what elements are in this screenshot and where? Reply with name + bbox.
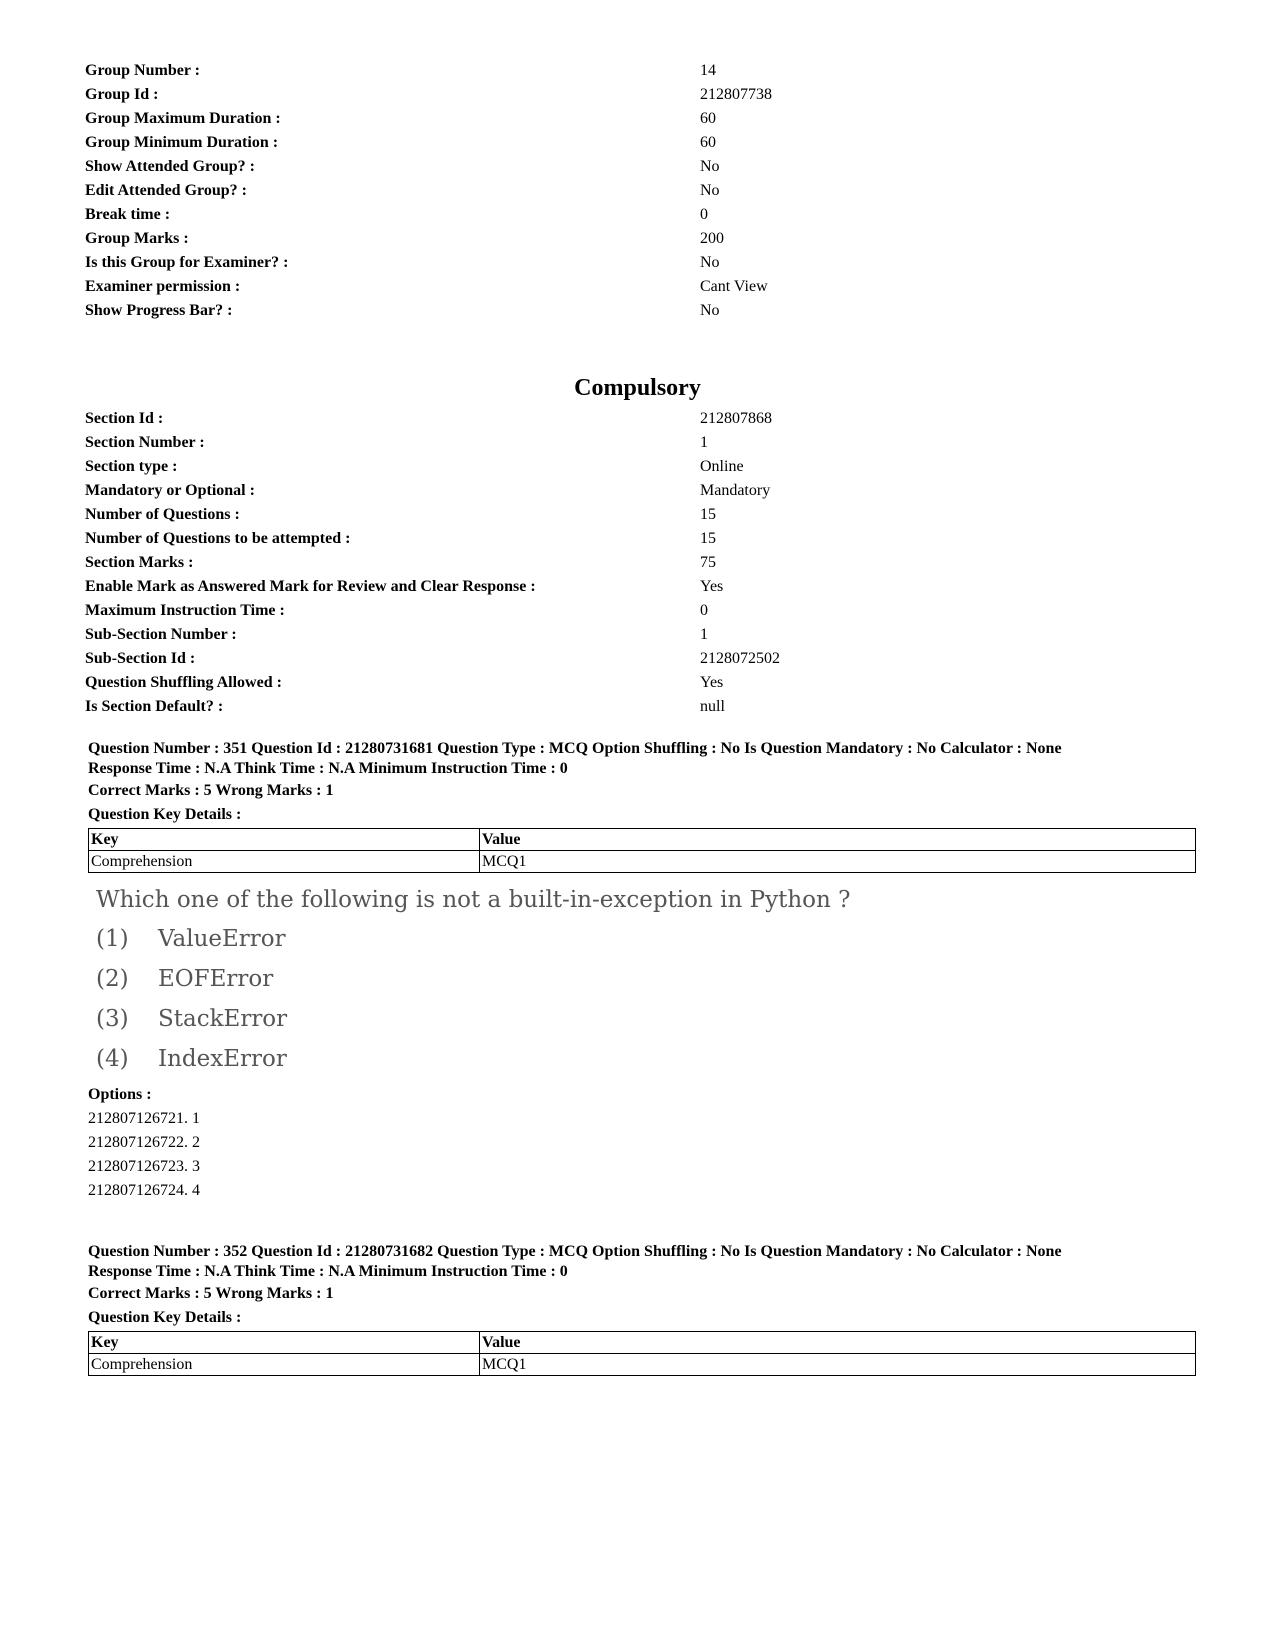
- key-table-header-row: [89, 1332, 1196, 1354]
- field-label: Examiner permission :: [85, 278, 241, 295]
- section-row: [85, 599, 805, 623]
- section-row: [85, 407, 805, 431]
- key-table-row: [89, 1354, 1196, 1376]
- question-timing: Response Time : N.A Think Time : N.A Minimum Instruction Time : 0: [88, 1263, 568, 1280]
- question-choice: [96, 919, 1198, 959]
- value-cell: MCQ1: [480, 1354, 1196, 1376]
- group-row: [85, 179, 805, 203]
- question-choice: [96, 999, 1198, 1039]
- field-label: Edit Attended Group? :: [85, 182, 247, 199]
- key-table-row: [89, 851, 1196, 873]
- field-value: Cant View: [700, 278, 768, 295]
- option-id: 212807126723. 3: [88, 1158, 200, 1175]
- field-value: 212807738: [700, 86, 772, 103]
- key-cell: Comprehension: [89, 1354, 480, 1376]
- question-key-table: [88, 1331, 1196, 1376]
- question-key-label: Question Key Details :: [88, 1309, 242, 1326]
- field-value: 200: [700, 230, 724, 247]
- field-label: Is this Group for Examiner? :: [85, 254, 289, 271]
- question-key-label: Question Key Details :: [88, 806, 242, 823]
- group-row: [85, 155, 805, 179]
- field-label: Sub-Section Id :: [85, 650, 196, 667]
- group-row: [85, 251, 805, 275]
- field-label: Group Maximum Duration :: [85, 110, 281, 127]
- group-row: [85, 275, 805, 299]
- group-row: [85, 83, 805, 107]
- question-choice: [96, 1039, 1198, 1079]
- field-label: Question Shuffling Allowed :: [85, 674, 282, 691]
- field-label: Sub-Section Number :: [85, 626, 237, 643]
- field-value: 0: [700, 602, 708, 619]
- question-text: Which one of the following is not a built-in-exception in Python ?: [96, 887, 851, 913]
- group-row: [85, 131, 805, 155]
- group-details: [85, 59, 805, 323]
- field-value: 2128072502: [700, 650, 780, 667]
- section-row: [85, 695, 805, 719]
- section-row: [85, 455, 805, 479]
- section-row: [85, 479, 805, 503]
- question-marks: Correct Marks : 5 Wrong Marks : 1: [88, 1285, 334, 1302]
- question-timing: Response Time : N.A Think Time : N.A Minimum Instruction Time : 0: [88, 760, 568, 777]
- group-row: [85, 299, 805, 323]
- field-value: 1: [700, 626, 708, 643]
- question-key-table: [88, 828, 1196, 873]
- group-row: [85, 107, 805, 131]
- value-cell: MCQ1: [480, 851, 1196, 873]
- field-value: 0: [700, 206, 708, 223]
- field-value: 212807868: [700, 410, 772, 427]
- choice-text: ValueError: [158, 926, 286, 952]
- field-value: Yes: [700, 674, 724, 691]
- field-label: Group Minimum Duration :: [85, 134, 279, 151]
- section-row: [85, 431, 805, 455]
- field-label: Mandatory or Optional :: [85, 482, 255, 499]
- field-value: Mandatory: [700, 482, 771, 499]
- choice-number: (3): [96, 1006, 129, 1032]
- field-label: Group Id :: [85, 86, 159, 103]
- field-value: 15: [700, 506, 716, 523]
- field-label: Is Section Default? :: [85, 698, 224, 715]
- field-value: 60: [700, 134, 716, 151]
- question-block: [88, 739, 1198, 1203]
- field-value: No: [700, 254, 720, 271]
- value-column-header: Value: [480, 1332, 1196, 1354]
- field-value: No: [700, 302, 720, 319]
- section-title: Compulsory: [574, 375, 701, 401]
- field-value: 15: [700, 530, 716, 547]
- field-label: Section Number :: [85, 434, 205, 451]
- field-label: Number of Questions to be attempted :: [85, 530, 351, 547]
- section-row: [85, 647, 805, 671]
- key-table-header-row: [89, 829, 1196, 851]
- choice-text: IndexError: [158, 1046, 287, 1072]
- section-row: [85, 527, 805, 551]
- section-row: [85, 575, 805, 599]
- question-choice: [96, 959, 1198, 999]
- field-value: 60: [700, 110, 716, 127]
- field-value: Online: [700, 458, 744, 475]
- field-label: Break time :: [85, 206, 171, 223]
- field-label: Enable Mark as Answered Mark for Review and Clear Response :: [85, 578, 536, 595]
- field-label: Section Marks :: [85, 554, 194, 571]
- value-column-header: Value: [480, 829, 1196, 851]
- option-id: 212807126724. 4: [88, 1182, 200, 1199]
- question-header: Question Number : 351 Question Id : 21280731681 Question Type : MCQ Option Shuffling : No Is Question Mandatory : No Calculator : None: [88, 740, 1062, 757]
- choice-number: (1): [96, 926, 129, 952]
- group-row: [85, 59, 805, 83]
- field-value: 14: [700, 62, 716, 79]
- field-label: Show Progress Bar? :: [85, 302, 233, 319]
- section-row: [85, 503, 805, 527]
- section-row: [85, 671, 805, 695]
- field-value: 75: [700, 554, 716, 571]
- choice-number: (2): [96, 966, 129, 992]
- field-value: Yes: [700, 578, 724, 595]
- group-row: [85, 227, 805, 251]
- field-label: Number of Questions :: [85, 506, 240, 523]
- field-value: No: [700, 158, 720, 175]
- options-label: Options :: [88, 1086, 152, 1103]
- section-row: [85, 623, 805, 647]
- key-cell: Comprehension: [89, 851, 480, 873]
- field-label: Section Id :: [85, 410, 164, 427]
- section-row: [85, 551, 805, 575]
- field-value: null: [700, 698, 725, 715]
- group-row: [85, 203, 805, 227]
- choice-text: StackError: [158, 1006, 288, 1032]
- field-label: Group Marks :: [85, 230, 189, 247]
- field-label: Section type :: [85, 458, 178, 475]
- question-image: [96, 885, 1198, 1079]
- choice-text: EOFError: [158, 966, 274, 992]
- field-value: 1: [700, 434, 708, 451]
- field-label: Maximum Instruction Time :: [85, 602, 285, 619]
- question-header: Question Number : 352 Question Id : 21280731682 Question Type : MCQ Option Shuffling : No Is Question Mandatory : No Calculator : None: [88, 1243, 1062, 1260]
- field-label: Show Attended Group? :: [85, 158, 255, 175]
- key-column-header: Key: [89, 1332, 480, 1354]
- question-marks: Correct Marks : 5 Wrong Marks : 1: [88, 782, 334, 799]
- choice-number: (4): [96, 1046, 129, 1072]
- field-label: Group Number :: [85, 62, 200, 79]
- field-value: No: [700, 182, 720, 199]
- key-column-header: Key: [89, 829, 480, 851]
- section-details: [85, 407, 805, 719]
- option-id: 212807126721. 1: [88, 1110, 200, 1127]
- option-id: 212807126722. 2: [88, 1134, 200, 1151]
- question-block: [88, 1242, 1198, 1376]
